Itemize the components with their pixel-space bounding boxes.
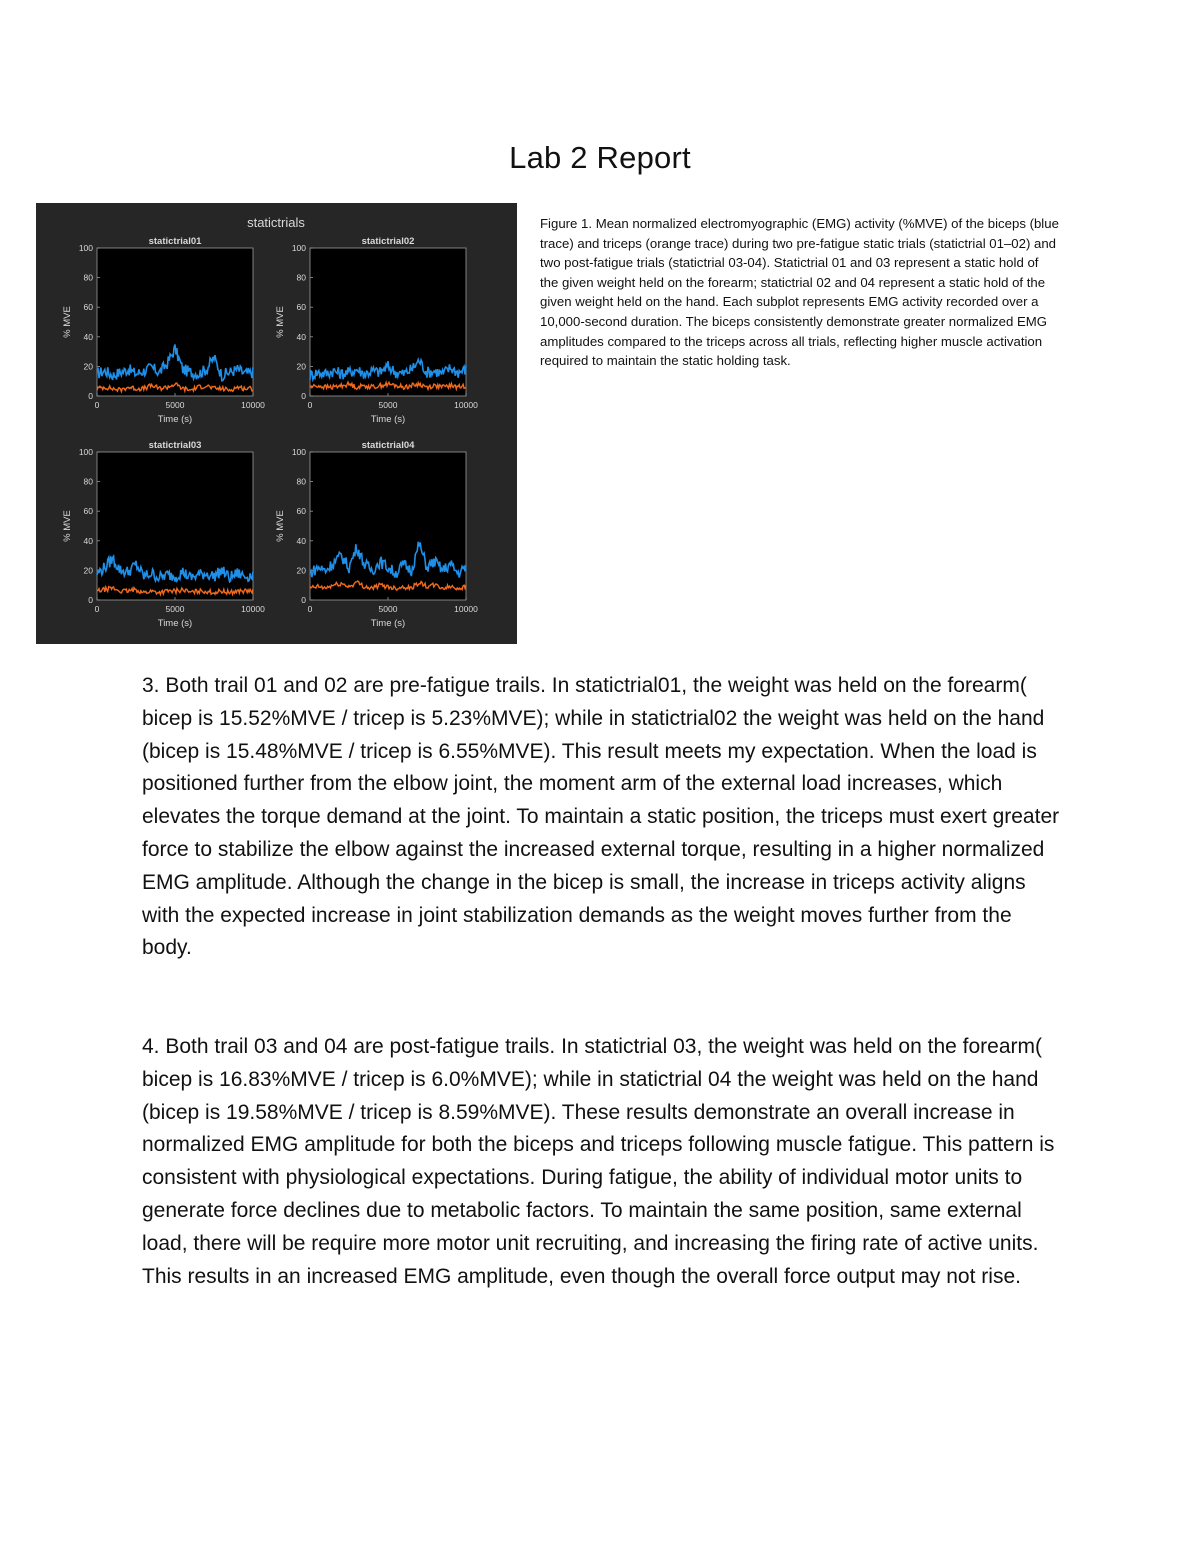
subplot-2-xtick-label: 0 — [307, 400, 313, 410]
subplot-4-xtick-label: 5000 — [378, 604, 398, 614]
subplot-4-title: statictrial04 — [361, 440, 415, 451]
page-title: Lab 2 Report — [509, 140, 691, 175]
subplot-1-title: statictrial01 — [148, 236, 202, 247]
subplot-3-ytick-label: 80 — [83, 476, 93, 487]
subplot-1-ytick-label: 80 — [83, 272, 93, 283]
subplot-3-ytick-label: 20 — [83, 565, 93, 576]
subplot-3-xtick-label: 10000 — [241, 604, 265, 614]
subplot-4-xtick-label: 0 — [307, 604, 313, 614]
subplot-1-ytick-label: 40 — [83, 331, 93, 342]
emg-figure-svg — [36, 203, 517, 644]
subplot-1-ytick-label: 20 — [83, 361, 93, 372]
figure-title: statictrials — [247, 215, 305, 230]
subplot-2-ytick-label: 40 — [296, 331, 306, 342]
subplot-2-ytick-label: 60 — [296, 302, 306, 313]
subplot-1-ytick-label: 0 — [88, 391, 93, 401]
subplot-3-ytick-label: 100 — [78, 447, 93, 457]
subplot-2-ytick-label: 20 — [296, 361, 306, 372]
emg-figure — [36, 203, 517, 644]
subplot-1-ytick-label: 100 — [78, 243, 93, 253]
subplot-2-xtick-label: 5000 — [378, 400, 398, 410]
subplot-1-ytick-label: 60 — [83, 302, 93, 313]
subplot-4-ylabel: % MVE — [275, 510, 286, 542]
subplot-3-ytick-label: 60 — [83, 506, 93, 517]
subplot-2-xlabel: Time (s) — [370, 414, 406, 425]
subplot-3-ytick-label: 0 — [88, 595, 93, 605]
paragraph-4: 4. Both trail 03 and 04 are post-fatigue trails. In statictrial 03, the weight was held on the forearm( bicep is 16.83%MVE / tricep is 6.0%MVE); while in statictrial 04 the weight was held on the hand (bicep is 19.58%MVE / tricep is 8.59%MVE). These results demonstrate an overall increase in normalized EMG amplitude for both the biceps and triceps following muscle fatigue. This pattern is consistent with physiological expectations. During fatigue, the ability of individual motor units to generate force declines due to metabolic factors. To maintain the same position, same external load, there will be require more motor unit recruiting, and increasing the firing rate of active units. This results in an increased EMG amplitude, even though the overall force output may not rise. — [142, 1035, 1055, 1288]
subplot-4-ytick-label: 100 — [291, 447, 306, 457]
subplot-3-xtick-label: 5000 — [165, 604, 185, 614]
subplot-1-xtick-label: 0 — [94, 400, 100, 410]
subplot-3-ytick-label: 40 — [83, 535, 93, 546]
subplot-4-xtick-label: 10000 — [454, 604, 478, 614]
subplot-3-xtick-label: 0 — [94, 604, 100, 614]
subplot-3-ylabel: % MVE — [62, 510, 73, 542]
subplot-1-xlabel: Time (s) — [157, 414, 193, 425]
subplot-2-ytick-label: 80 — [296, 272, 306, 283]
subplot-4-ytick-label: 20 — [296, 565, 306, 576]
subplot-4-ytick-label: 40 — [296, 535, 306, 546]
subplot-3-axes — [97, 452, 253, 600]
subplot-4-xlabel: Time (s) — [370, 618, 406, 629]
subplot-4-ytick-label: 80 — [296, 476, 306, 487]
subplot-2-xtick-label: 10000 — [454, 400, 478, 410]
subplot-4-ytick-label: 60 — [296, 506, 306, 517]
subplot-1-xtick-label: 10000 — [241, 400, 265, 410]
subplot-1-xtick-label: 5000 — [165, 400, 185, 410]
subplot-3-xlabel: Time (s) — [157, 618, 193, 629]
subplot-2-ytick-label: 0 — [301, 391, 306, 401]
subplot-2-ylabel: % MVE — [275, 306, 286, 338]
subplot-4-ytick-label: 0 — [301, 595, 306, 605]
subplot-2-title: statictrial02 — [361, 236, 415, 247]
subplot-2-ytick-label: 100 — [291, 243, 306, 253]
subplot-3-title: statictrial03 — [148, 440, 202, 451]
figure-caption: Figure 1. Mean normalized electromyographic (EMG) activity (%MVE) of the biceps (blue trace) and triceps (orange trace) during two pre-fatigue static trials (statictrial 01–02) and two post-fatigue trials (statictrial 03-04). Statictrial 01 and 03 represent a static hold of the given weight held on the forearm; statictrial 02 and 04 represent a static hold of the given weight held on the hand. Each subplot represents EMG activity recorded over a 10,000-second duration. The biceps consistently demonstrate greater normalized EMG amplitudes compared to the triceps across all trials, reflecting higher muscle activation required to maintain the static holding task. — [540, 216, 1059, 369]
paragraph-3: 3. Both trail 01 and 02 are pre-fatigue trails. In statictrial01, the weight was held on the forearm( bicep is 15.52%MVE / tricep is 5.23%MVE); while in statictrial02 the weight was held on the hand (bicep is 15.48%MVE / tricep is 6.55%MVE). This result meets my expectation. When the load is positioned further from the elbow joint, the moment arm of the external load increases, which elevates the torque demand at the joint. To maintain a static position, the triceps must exert greater force to stabilize the elbow against the increased external torque, resulting in a higher normalized EMG amplitude. Although the change in the bicep is small, the increase in triceps activity aligns with the expected increase in joint stabilization demands as the weight moves further from the body. — [142, 674, 1060, 960]
subplot-1-ylabel: % MVE — [62, 306, 73, 338]
subplot-4-axes — [310, 452, 466, 600]
